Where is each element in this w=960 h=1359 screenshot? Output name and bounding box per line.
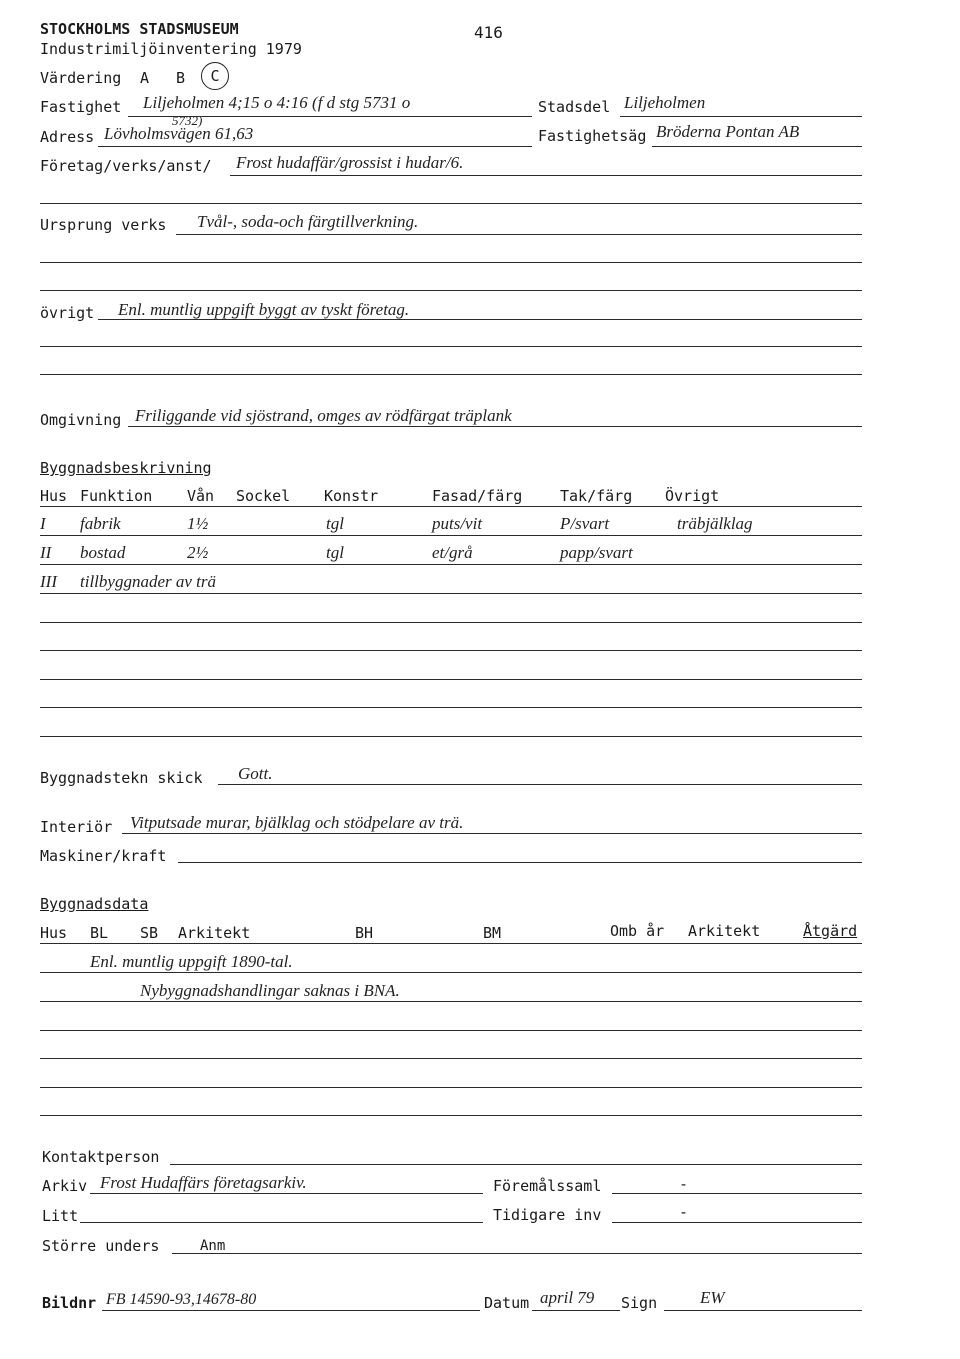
bd-col-hus: Hus [40,924,68,942]
table-row-2-fasad: et/grå [432,543,473,562]
rule [40,972,862,973]
datum-label: Datum [484,1294,530,1312]
table-row-1-ovrigt: träbjälklag [677,514,753,533]
tidigare-value: - [679,1203,689,1221]
col-fasad: Fasad/färg [432,487,523,505]
arkiv-line [90,1193,483,1194]
ovrigt-line [98,319,862,320]
rule [40,564,862,565]
ursprung-line [176,234,862,235]
fastighet-value: Liljeholmen 4;15 o 4:16 (f d stg 5731 o [143,93,411,112]
datum-value: april 79 [540,1288,595,1307]
bd-col-bh: BH [355,924,374,942]
tidigare-label: Tidigare inv [493,1206,602,1224]
fastighet-label: Fastighet [40,98,122,116]
sign-line [664,1310,862,1311]
foretag-label: Företag/verks/anst/ [40,157,212,175]
bd-col-bm: BM [483,924,502,942]
storre-label: Större unders [42,1237,160,1255]
rule [40,374,862,375]
foremal-label: Föremålssaml [493,1177,602,1195]
interior-label: Interiör [40,818,113,836]
valuation-c-circled: C [201,62,229,90]
sign-value: EW [700,1288,725,1307]
storre-value: Anm [200,1238,226,1254]
skick-value: Gott. [238,764,273,783]
rule [40,1058,862,1059]
table-row-3-funktion: tillbyggnader av trä [80,572,216,591]
interior-value: Vitputsade murar, bjälklag och stödpelare av trä. [130,813,464,832]
byggnadsdata-heading: Byggnadsdata [40,895,149,913]
bd-note-1: Enl. muntlig uppgift 1890-tal. [90,952,293,971]
col-hus: Hus [40,487,68,505]
rule [40,262,862,263]
table-row-2-van: 2½ [187,543,209,562]
valuation-label: Värdering [40,69,122,87]
table-row-1-funktion: fabrik [80,514,121,533]
rule [40,290,862,291]
bildnr-line [102,1310,480,1311]
byggnadsbeskrivning-heading: Byggnadsbeskrivning [40,459,212,477]
datum-line [532,1310,620,1311]
bd-col-arkitekt-2: Arkitekt [688,922,761,940]
table-row-2-tak: papp/svart [560,543,633,562]
stadsdel-line [620,116,862,117]
skick-label: Byggnadstekn skick [40,769,203,787]
kontakt-line [170,1164,862,1165]
bd-col-atgard: Åtgärd [803,922,858,940]
bd-col-bl: BL [90,924,109,942]
table-row-1-fasad: puts/vit [432,514,483,533]
adress-value: Lövholmsvägen 61,63 [104,124,254,143]
adress-line [98,146,532,147]
agare-label: Fastighetsäg [538,127,647,145]
rule [40,1030,862,1031]
rule [40,1115,862,1116]
omgivning-label: Omgivning [40,411,122,429]
col-funktion: Funktion [80,487,153,505]
foretag-value: Frost hudaffär/grossist i hudar/6. [236,153,464,172]
adress-label: Adress [40,128,95,146]
maskiner-line [178,862,862,863]
ursprung-value: Tvål-, soda-och färgtillverkning. [197,212,419,231]
storre-line [172,1253,862,1254]
bildnr-value: FB 14590-93,14678-80 [106,1291,257,1308]
rule [40,679,862,680]
litt-line [80,1222,483,1223]
omgivning-value: Friliggande vid sjöstrand, omges av rödfärgat träplank [135,406,512,425]
maskiner-label: Maskiner/kraft [40,847,167,865]
table-row-1-van: 1½ [187,514,209,533]
table-row-2-hus: II [40,543,52,562]
rule [40,943,862,944]
bd-note-2: Nybyggnadshandlingar saknas i BNA. [140,981,400,1000]
foremal-value: - [679,1175,689,1193]
rule [40,203,862,204]
table-row-2-funktion: bostad [80,543,126,562]
rule [40,736,862,737]
bildnr-label: Bildnr [42,1294,97,1312]
agare-value: Bröderna Pontan AB [656,122,800,141]
litt-label: Litt [42,1207,79,1225]
fastighet-extra: 5732) [172,113,203,128]
bd-col-arkitekt: Arkitekt [178,924,251,942]
col-konstr: Konstr [324,487,379,505]
tidigare-line [612,1222,862,1223]
rule [40,622,862,623]
col-sockel: Sockel [236,487,291,505]
agare-line [652,146,862,147]
table-row-1-konstr: tgl [326,514,344,533]
rule [40,1001,862,1002]
rule [40,506,862,507]
table-row-2-konstr: tgl [326,543,344,562]
rule [40,650,862,651]
museum-name: STOCKHOLMS STADSMUSEUM [40,20,239,38]
table-row-3-hus: III [40,572,57,591]
omgivning-line [128,426,862,427]
rule [40,535,862,536]
ovrigt-value: Enl. muntlig uppgift byggt av tyskt företag. [118,300,410,319]
valuation-a: A [140,69,150,87]
bd-col-sb: SB [140,924,159,942]
stadsdel-value: Liljeholmen [624,93,706,112]
col-tak: Tak/färg [560,487,633,505]
kontakt-label: Kontaktperson [42,1148,160,1166]
col-ovrigt: Övrigt [665,487,720,505]
rule [40,593,862,594]
arkiv-label: Arkiv [42,1177,88,1195]
valuation-b: B [176,69,186,87]
ovrigt-label: övrigt [40,304,95,322]
rule [40,707,862,708]
table-row-1-tak: P/svart [560,514,610,533]
page-number: 416 [474,23,503,42]
skick-line [218,784,862,785]
rule [40,346,862,347]
inventory-title: Industrimiljöinventering 1979 [40,40,302,58]
ursprung-label: Ursprung verks [40,216,167,234]
foretag-line [230,175,862,176]
rule [40,1087,862,1088]
foremal-line [612,1193,862,1194]
bd-col-omb-ar: Omb år [610,922,665,940]
sign-label: Sign [621,1294,658,1312]
table-row-1-hus: I [40,514,46,533]
col-van: Vån [187,487,215,505]
fastighet-line [128,116,532,117]
interior-line [122,833,862,834]
stadsdel-label: Stadsdel [538,98,611,116]
arkiv-value: Frost Hudaffärs företagsarkiv. [100,1173,307,1192]
